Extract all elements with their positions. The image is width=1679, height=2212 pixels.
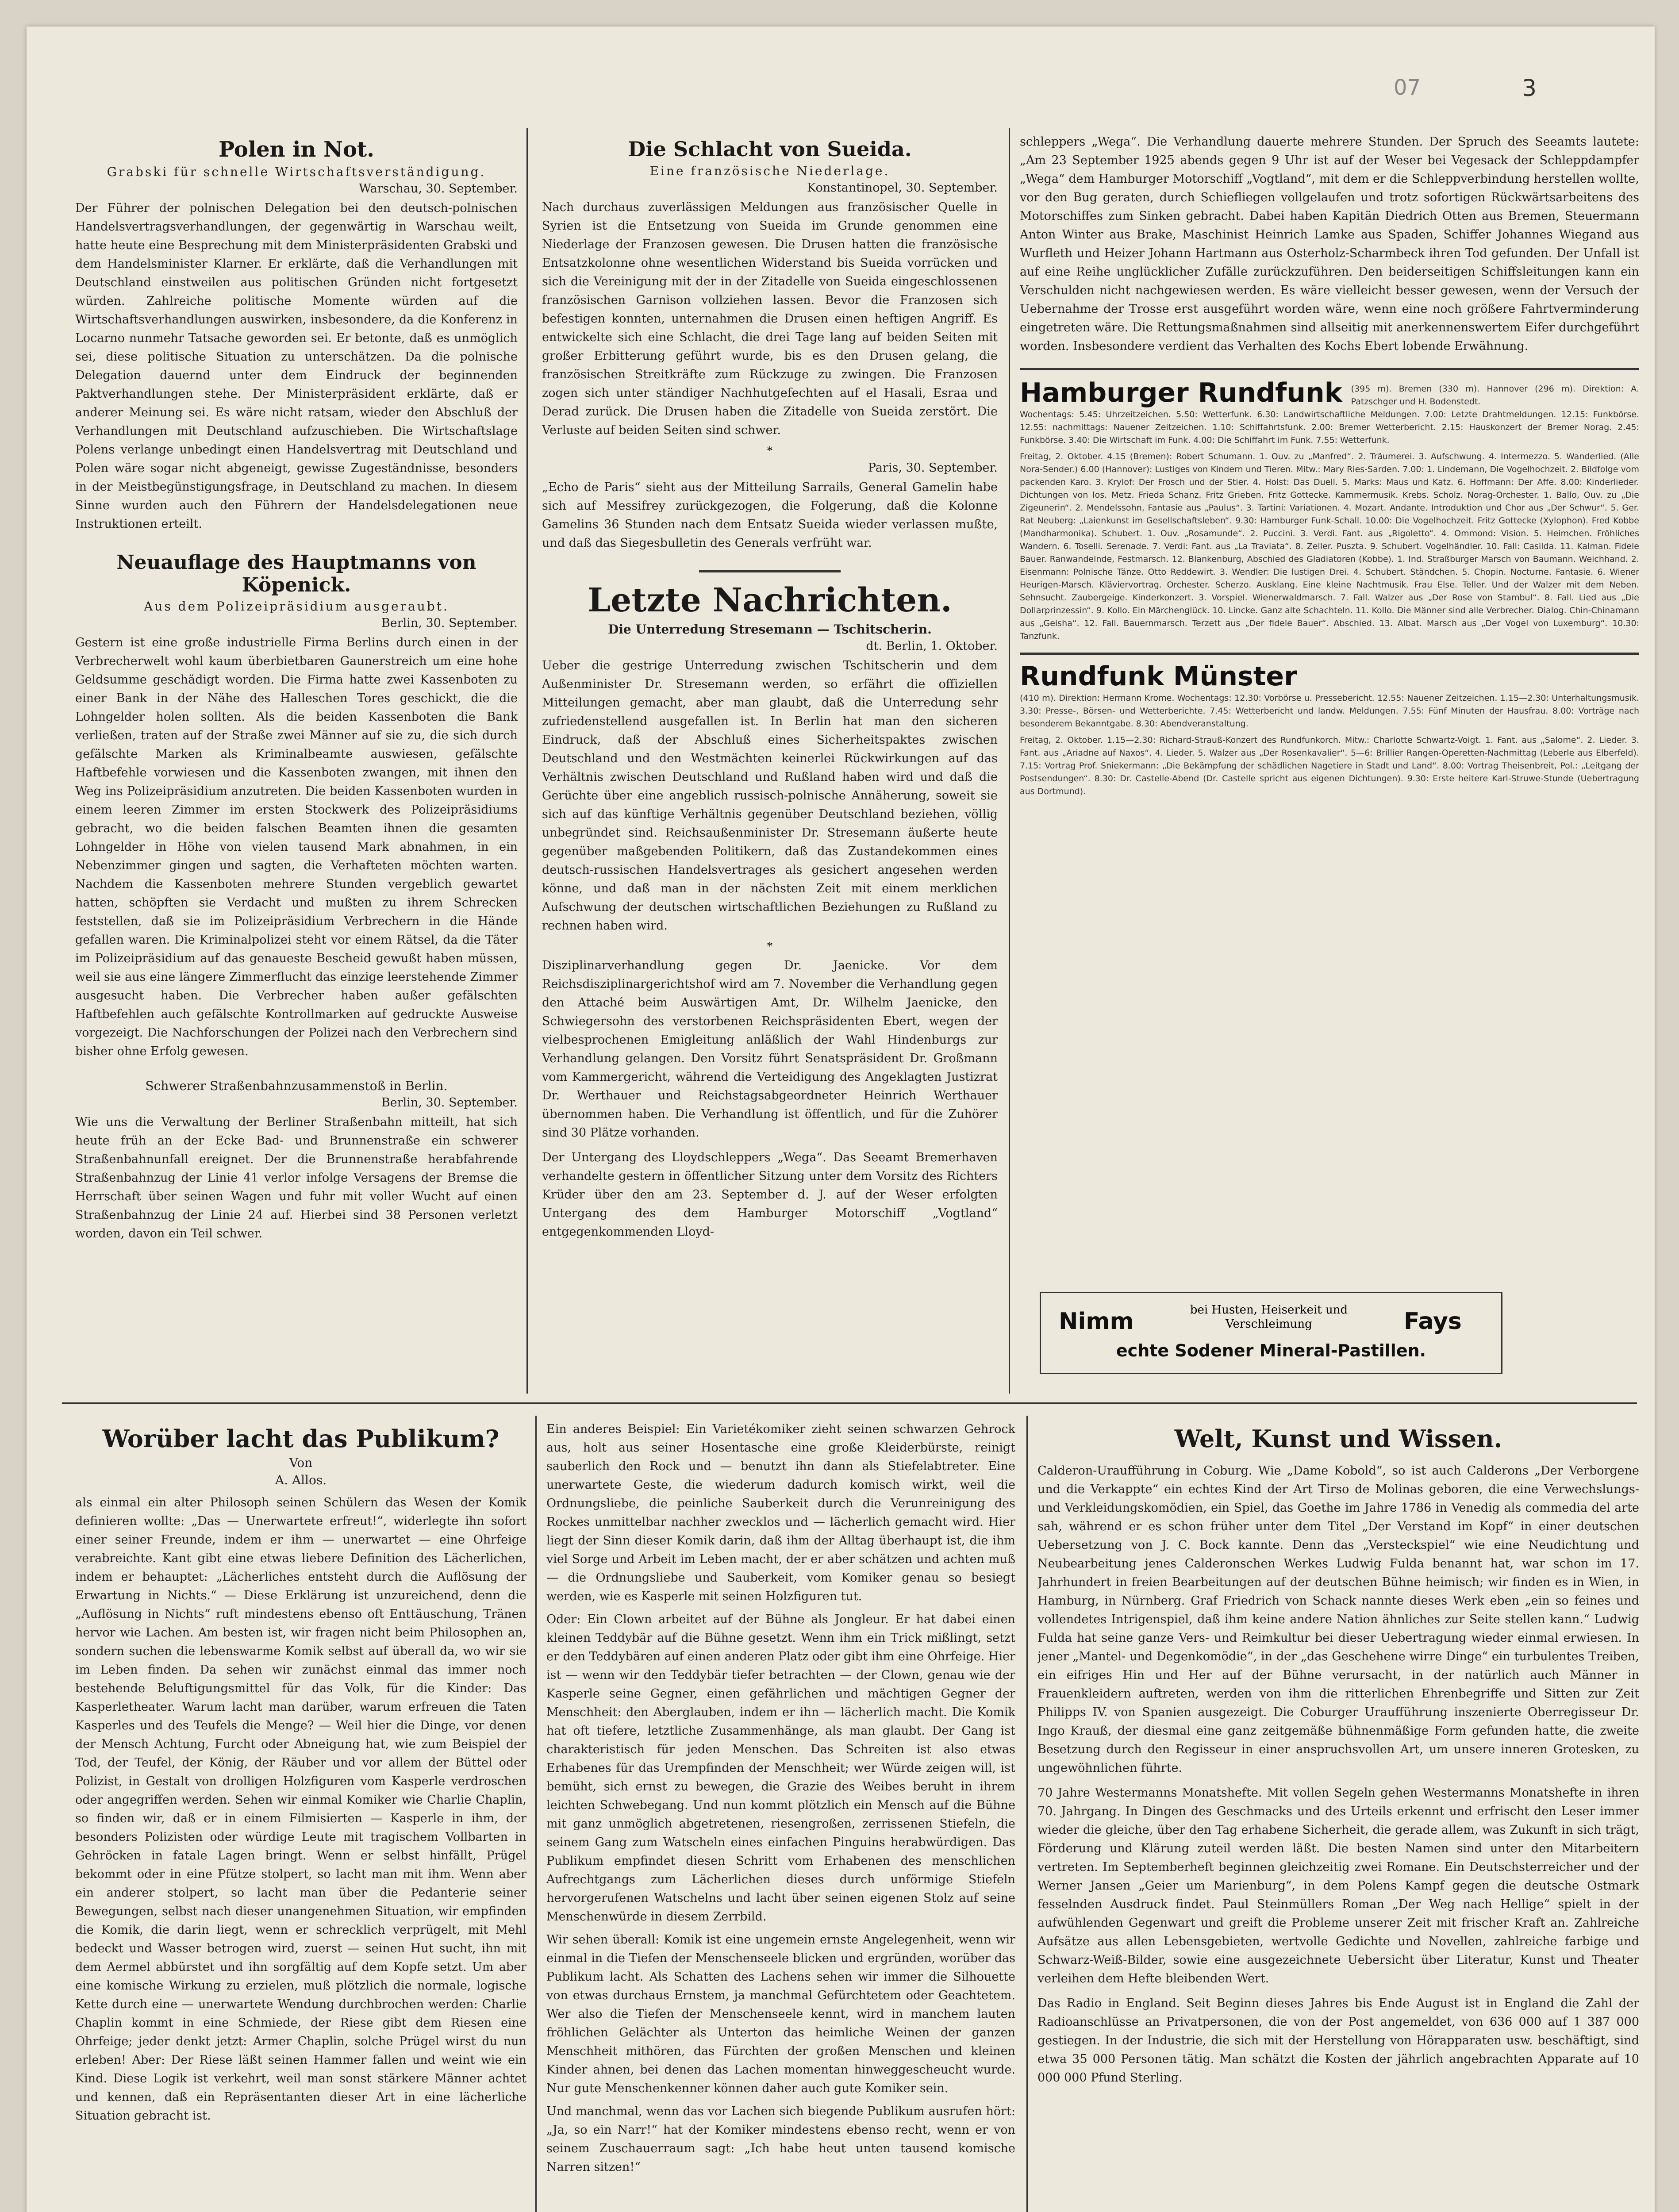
column-rule: [1026, 1416, 1028, 2212]
ad-middle-text: bei Husten, Heiserkeit und Verschleimung: [1190, 1303, 1348, 1331]
pencil-mark: 07: [1394, 75, 1421, 100]
column-1: [75, 128, 518, 1394]
column-2: [542, 128, 998, 1394]
article-body: als einmal ein alter Philosoph seinen Schülern das Wesen der Komik definieren wollte: „Das — Unerwartete erfreut!“, widerlegte ihn sofort einer seiner Freunde, indem er ihm — unerwartet — eine Ohrfeige verabreichte. Kant gibt eine etwas liebere Definition des Lächerlichen, indem er behauptet: „Lächerliches entsteht durch die Auflösung der Erwartung in Nichts.“ — Diese Erklärung ist unzureichend, denn die „Auflösung in Nichts“ ruft mindestens ebenso oft Enttäuschung, Tränen hervor wie Lachen. Am besten ist, wir fragen nicht beim Philosophen an, sondern suchen die lebenswarme Komik selbst auf überall da, wo wir sie im Leben finden. Da sehen wir zunächst einmal das immer noch bestehende Beluftigungsmittel für das Volk, für die Kinder: Das Kasperletheater. Warum lacht man darüber, warum erfreuen die Taten Kasperles und des Teufels die Menge? — Weil hier die Dinge, vor denen der Mensch Achtung, Furcht oder Abneigung hat, wie zum Beispiel der Tod, der Teufel, der König, der Räuber und vor allem der Büttel oder Polizist, in Gestalt von drolligen Holzfiguren vom Kasperle verdroschen oder angegriffen werden. Sehen wir einmal Komiker wie Charlie Chaplin, so finden wir, daß er in einem Filmisierten — Kasperle in ihm, der besonders Polizisten oder würdige Leute mit tragischem Vollbarten in Gehröcken in fatale Lagen bringt. Wenn er selbst hinfällt, Prügel bekommt oder in eine Pfütze stolpert, so lacht man mit ihm. Wenn aber ein anderer stolpert, so lacht man über die Pedanterie seiner Bewegungen, selbst nach dieser unangenehmen Situation, wir empfinden die Komik, die darin liegt, wenn er schrecklich verprügelt, mit Mehl bedeckt und Wasser betrogen wird, zuerst — seinen Hut sucht, ihn mit dem Aermel abbürstet und ihn sorgfältig auf dem Kopfe setzt. Um aber eine komische Wirkung zu erzielen, muß plötzlich die normale, logische Kette durch eine — unerwartete Wendung durchbrochen werden: Charlie Chaplin kommt in eine Schmiede, der Riese gibt dem Riesen eine Ohrfeige; jeder denkt jetzt: Armer Chaplin, solche Prügel wirst du nun erleben! Aber: Der Riese läßt seinen Hammer fallen und weint wie ein Kind. Diese Logik ist verkehrt, weil man sonst stärkere Männer achtet und kennen, daß ein Repräsentanten dieser Art in eine lächerliche Situation gebracht ist.: [75, 1496, 526, 2123]
advertisement-box: [1040, 1292, 1502, 1374]
article-body: Gestern ist eine große industrielle Firma Berlins durch einen in der Verbrecherwelt wohl kaum überbietbaren Gaunerstreich um eine hohe Geldsumme geschädigt worden. Die Firma hatte zwei Kassenboten zu einer Bank in der Nähe des Halleschen Tores geschickt, die die Lohngelder holen sollten. Als die beiden Kassenboten die Bank verließen, traten auf der Straße zwei Männer auf sie zu, die sich durch gefälschte Marken als Kriminalbeamte auswiesen, gefälschte Haftbefehle vorwiesen und die Kassenboten zwangen, mit ihnen den Weg ins Polizeipräsidium anzutreten. Die beiden Kassenboten wurden in einem leeren Zimmer im ersten Stockwerk des Polizeipräsidiums gebracht, wo die beiden falschen Beamten ihnen die gesamten Lohngelder in Höhe von vielen tausend Mark abnahmen, in ein Nebenzimmer gingen und sagten, die Verhafteten möchten warten. Nachdem die Kassenboten mehrere Stunden vergeblich gewartet hatten, schöpften sie Verdacht und mußten zu ihrem Schrecken feststellen, daß sie im Polizeipräsidium Verbrechern in die Hände gefallen waren. Die Kriminalpolizei steht vor einem Rätsel, da die Täter im Polizeipräsidium auf das genaueste Bescheid gewußt haben müssen, weil sie aus eine längere Zimmerflucht das einzige leerstehende Zimmer ausgesucht haben. Die Verbrecher haben außer gefälschten Haftbefehlen auch gefälschte Kontrollmarken auf gedruckte Ausweise vorgezeigt. Die Nachforschungen der Polizei nach den Verbrechern sind bisher ohne Erfolg gewesen.: [75, 636, 518, 1058]
byline: Von: [289, 1455, 313, 1470]
article-title: Schwerer Straßenbahnzusammenstoß in Berlin.: [145, 1079, 448, 1093]
article-body: schleppers „Wega“. Die Verhandlung dauerte mehrere Stunden. Der Spruch des Seeamts lautete: „Am 23 September 1925 abends gegen 9 Uhr ist auf der Weser bei Vegesack der Schleppdampfer „Wega“ dem Hamburger Motorschiff „Vogtland“, mit dem er die Schleppverbindung herstellen wollte, vor den Bug geraten, durch Schiefliegen vollgelaufen und trotz sofortigen Rückwärtsarbeitens des Motorschiffes zum Sinken gebracht. Dabei haben Kapitän Diedrich Otten aus Bremen, Steuermann Anton Winter aus Brake, Maschinist Heinrich Lamke aus Spaden, Schiffer Johannes Wiegand aus Wurfleth und Heizer Johann Hartmann aus Osterholz-Scharmbeck ihren Tod gefunden. Der Unfall ist auf eine Reihe unglücklicher Zufälle zurückzuführen. Den beiderseitigen Schiffsleitungen kann ein Verschulden nicht nachgewiesen werden. Es wäre vielleicht besser gewesen, wenn der Versuch der Uebernahme der Trosse erst ausgeführt worden wäre, wenn eine noch größere Fahrtverminderung eingetreten wäre. Die Rettungsmaßnahmen sind allseitig mit anerkennenswertem Eifer durchgeführt worden. Insbesondere verdient das Verhalten des Kochs Ebert lobende Erwähnung.: [1020, 135, 1639, 353]
section-divider: [62, 1402, 1637, 1404]
article-body: Ein anderes Beispiel: Ein Varietékomiker zieht seinen schwarzen Gehrock aus, holt aus seiner Hosentasche eine große Kleiderbürste, reinigt sauberlich den Rock und — benutzt ihn dann als Stiefelabtreter. Eine unerwartete Geste, die wiederum dadurch komisch wirkt, weil die Ordnungsliebe, die peinliche Sauberkeit durch die Verunreinigung des Rockes unmittelbar nachher zwecklos und — lächerlich gemacht wird. Hier liegt der Sinn dieser Komik darin, daß ihm der Alltag überhaupt ist, die ihm viel Sorge und Arbeit im Leben macht, der er aber schätzen und achten muß — die Ordnungsliebe und Sauberkeit, vom Komiker genau so besiegt werden, wie es Kasperle mit seinen Holzfiguren tut.: [546, 1422, 1015, 1603]
dateline: Warschau, 30. September.: [359, 182, 518, 196]
feuilleton-middle: [546, 1416, 1015, 2212]
radio-info: (410 m). Direktion: Hermann Krome. Wochentags: 12.30: Vorbörse u. Pressebericht. 12.55: Nauener Zeitzeichen. 1.15—2.30: Unterhaltungsmusik. 3.30: Presse-, Börsen- und Wetterberichte. 7.45: Wetterbericht und landw. Meldungen. 7.55: Fünf Minuten der Hausfrau. 8.00: Vorträge nach besonderem Bekanntgabe. 8.30: Abendveranstaltung.: [1020, 693, 1639, 729]
article-body: Disziplinarverhandlung gegen Dr. Jaenicke. Vor dem Reichsdisziplinargerichtshof wird am 7. November die Verhandlung gegen den Attaché beim Auswärtigen Amt, Dr. Wilhelm Jaenicke, den Schwiegersohn des verstorbenen Reichspräsidenten Ebert, wegen der vielbesprochenen Emigleitung anläßlich der Wahl Hindenburgs zur Verhandlung gelangen. Den Vorsitz führt Senatspräsident Dr. Großmann vom Kammergericht, während die Verteidigung des Angeklagten Justizrat Dr. Werthauer und Reichstagsabgeordneter Heinrich Werthauer übernommen haben. Die Verhandlung ist öffentlich, und für die Zuhörer sind 30 Plätze vorhanden.: [542, 959, 998, 1140]
article-body: Der Untergang des Lloydschleppers „Wega“. Das Seeamt Bremerhaven verhandelte gestern in öffentlicher Sitzung unter dem Vorsitz des Richters Krüder über den am 23. September d. J. auf der Weser erfolgten Untergang des dem Hamburger Motorschiff „Vogtland“ entgegenkommenden Lloyd-: [542, 1151, 998, 1239]
feuilleton-right: [1037, 1416, 1639, 2212]
article-body: Oder: Ein Clown arbeitet auf der Bühne als Jongleur. Er hat dabei einen kleinen Teddybär auf die Bühne gesetzt. Wenn ihm ein Trick mißlingt, setzt er den Teddybären auf einen anderen Platz oder gibt ihm eine Ohrfeige. Hier ist — wenn wir den Teddybär tiefer betrachten — der Clown, genau wie der Kasperle seine Gegner, einen gefährlichen und mächtigen Gegner der Menschheit: den Aberglauben, indem er ihn — lächerlich macht. Die Komik hat oft tiefere, letztliche Zusammenhänge, als man glaubt. Der Gang ist charakteristisch für jeden Menschen. Das Schreiten ist also etwas Erhabenes für das Urempfinden der Menschheit; wer Würde zeigen will, ist bemüht, sich ernst zu bewegen, die Grazie des Weibes beruht in ihrem leichten Schwebegang. Und nun kommt plötzlich ein Mensch auf die Bühne mit ganz unmöglich abgetretenen, riesengroßen, zerrissenen Stiefeln, die seinem Gang zum Watscheln eines einfachen Pinguins herabwürdigen. Das Publikum empfindet diesen Schritt vom Erhabenen des menschlichen Aufrechtgangs zum Lächerlichen dieses durch unförmige Stiefeln hervorgerufenen Watschelns und lacht über seinen eigenen Stolz auf seine Menschenwürde in diesem Zerrbild.: [546, 1613, 1015, 1924]
article-subtitle: Grabski für schnelle Wirtschaftsverständigung.: [107, 165, 486, 179]
dateline: dt. Berlin, 1. Oktober.: [866, 639, 998, 653]
column-rule: [535, 1416, 537, 2212]
dateline: Berlin, 30. September.: [381, 1096, 518, 1110]
radio-program: Freitag, 2. Oktober. 1.15—2.30: Richard-Strauß-Konzert des Rundfunkorch. Mitw.: Charlotte Schwartz-Voigt. 1. Fant. aus „Salome“. 2. Lieder. 3. Fant. aus „Ariadne auf Naxos“. 4. Lieder. 5. Walzer aus „Der Rosenkavalier“. 5—6: Brillier Rangen-Operetten-Nachmittag (Leberle aus Elberfeld). 7.15: Vortrag Prof. Sniekermann: „Die Bekämpfung der schädlichen Nagetiere in Stadt und Land“. 8.00: Vortrag Theisenbreit, Pol.: „Leitgang der Postsendungen“. 8.30: Dr. Castelle-Abend (Dr. Castelle spricht aus eigenen Dichtungen). 9.30: Erste heitere Karl-Struwe-Stunde (Uebertragung aus Dortmund).: [1020, 735, 1639, 796]
article-body: Der Führer der polnischen Delegation bei den deutsch-polnischen Handelsvertragsverhandlungen, der gegenwärtig in Warschau weilt, hatte heute eine Besprechung mit dem Ministerpräsidenten Grabski und dem Handelsminister Klarner. Er erklärte, daß die Verhandlungen mit Deutschland einstweilen aus politischen Gründen nicht fortgesetzt würden. Zahlreiche politische Momente würden auf die Wirtschaftsverhandlungen auswirken, insbesondere, da die Konferenz in Locarno nunmehr Tatsache geworden sei. Er betonte, daß es unmöglich sei, diese politische Situation zu unterschätzen. Da die polnische Delegation dauernd unter dem Eindruck der beginnenden Paktverhandlungen stehe. Der Ministerpräsident erklärte, daß er anderer Meinung sei. Es wäre nicht ratsam, wieder den Abschluß der Verhandlungen mit Deutschland aufzuschieben. Die Wirtschaftslage Polens verlange unbedingt einen Handelsvertrag mit Deutschland und Polen wäre sogar nicht abgeneigt, gewisse Zugeständnisse, besonders in der Meistbegünstigungsfrage, in Deutschland zu machen. In diesem Sinne wurden auch den Führern der Handelsdelegationen neue Instruktionen erteilt.: [75, 201, 518, 531]
dateline: Paris, 30. September.: [868, 461, 998, 475]
article-title: Die Schlacht von Sueida.: [628, 137, 912, 161]
ad-bottom-text: echte Sodener Mineral-Pastillen.: [1116, 1341, 1426, 1360]
article-body: Wir sehen überall: Komik ist eine ungemein ernste Angelegenheit, wenn wir einmal in die Tiefen der Menschenseele blicken und ergründen, worüber das Publikum lacht. Als Schatten des Lachens sehen wir immer die Silhouette von etwas durchaus Ernstem, ja manchmal Gefürchtetem oder Geachtetem. Wer also die Tiefen der Menschenseele kennt, wird in manchem lauten fröhlichen Gelächter als Unterton das heimliche Weinen der ganzen Menschheit mithören, das Fürchten der großen Menschen und kleinen Kinder ahnen, bei denen das Lachen momentan hinweggescheucht wurde. Nur gute Menschenkenner können daher auch gute Komiker sein.: [546, 1933, 1015, 2095]
article-body: 70 Jahre Westermanns Monatshefte. Mit vollen Segeln gehen Westermanns Monatshefte in ihren 70. Jahrgang. In Dingen des Geschmacks und des Urteils erkennt und erfrischt den Leser immer wieder die gleiche, über den Tag erhabene Sicherheit, die gerade allem, was Zukunft in sich trägt, Förderung und Klärung zuteil werden läßt. Die besten Namen sind unter den Mitarbeitern vertreten. Im Septemberheft beginnen gleichzeitig zwei Romane. Ein Deutschsterreicher und der Werner Jansen „Geier um Marienburg“, in dem Polens Kampf gegen die deutsche Ostmark fesselnden Ausdruck findet. Paul Steinmüllers Roman „Der Weg nach Hellige“ spielt in der aufwühlenden Gegenwart und greift die Probleme unserer Zeit mit frischer Kraft an. Zahlreiche Aufsätze aus allen Lebensgebieten, wertvolle Gedichte und Novellen, zahlreiche farbige und Schwarz-Weiß-Bilder, sowie eine ausgezeichnete Uebersicht über Literatur, Kunst und Theater verleihen dem Hefte bleibenden Wert.: [1037, 1786, 1639, 1985]
ad-word-fays: Fays: [1404, 1308, 1462, 1335]
article-body: Das Radio in England. Seit Beginn dieses Jahres bis Ende August ist in England die Zahl der Radioanschlüsse an Privatpersonen, die von der Post angemeldet, von 636 000 auf 1 387 000 gestiegen. In der Industrie, die sich mit der Herstellung von Hörapparaten usw. beschäftigt, sind etwa 35 000 Personen tätig. Man schätzt die Kosten der jährlich angebrachten Apparate auf 10 000 000 Pfund Sterling.: [1037, 1997, 1639, 2085]
dateline: Konstantinopel, 30. September.: [807, 181, 998, 195]
column-3: [1020, 128, 1639, 1394]
section-heading: Welt, Kunst und Wissen.: [1174, 1425, 1502, 1453]
article-body: „Echo de Paris“ sieht aus der Mitteilung Sarrails, General Gamelin habe sich auf Messifrey zurückgezogen, die Folgerung, daß die Kolonne Gamelins 36 Stunden nach dem Entsatz Sueida wieder verlassen mußte, und daß das Siegesbulletin des Generals verfrüht war.: [542, 480, 998, 550]
separator-asterisk: *: [767, 444, 773, 458]
article-subtitle: Die Unterredung Stresemann — Tschitscherin.: [608, 622, 932, 637]
article-body: Nach durchaus zuverlässigen Meldungen aus französischer Quelle in Syrien ist die Entsetzung von Sueida im Grunde genommen eine Niederlage der Franzosen gewesen. Die Drusen hatten die französische Entsatzkolonne ohne wesentlichen Widerstand bis Sueida vorrücken und sich die Vereinigung mit der in der Zitadelle von Sueida eingeschlossenen französischen Garnison vollziehen lassen. Bevor die Franzosen sich befestigen konnten, unternahmen die Drusen einen heftigen Angriff. Es entwickelte sich eine Schlacht, die drei Tage lang auf beiden Seiten mit großer Erbitterung geführt wurde, bis es den Drusen gelang, die französischen Streitkräfte zum Rückzuge zu zwingen. Die Franzosen zogen sich unter ständiger Nachhutgefechten auf el Hasali, Esraa und Derad zurück. Die Drusen haben die Zitadelle von Sueida zerstört. Die Verluste auf beiden Seiten sind schwer.: [542, 200, 998, 437]
radio-info: (395 m). Bremen (330 m). Hannover (296 m). Direktion: A. Patzschger und H. Bodenstedt.: [1351, 384, 1639, 407]
byline: A. Allos.: [275, 1473, 327, 1487]
column-rule: [526, 128, 528, 1394]
article-body: Und manchmal, wenn das vor Lachen sich biegende Publikum ausrufen hört: „Ja, so ein Narr!“ hat der Komiker mindestens ebenso recht, wenn er von seinem Zuschauerraum sagt: „Ich habe heut unten tausend komische Narren sitzen!“: [546, 2104, 1015, 2174]
article-title: Worüber lacht das Publikum?: [102, 1425, 499, 1453]
headline-rule: [699, 570, 841, 572]
article-title: Polen in Not.: [219, 137, 374, 162]
section-heading: Letzte Nachrichten.: [588, 581, 952, 619]
separator-asterisk: *: [767, 940, 773, 953]
article-body: Ueber die gestrige Unterredung zwischen Tschitscherin und dem Außenminister Dr. Stresemann werden, so erfährt die offiziellen Mitteilungen gemacht, aber man glaubt, daß die Unterredung sehr zufriedenstellend ausgefallen ist. In Berlin hat man den sicheren Eindruck, daß der Abschluß eines Sicherheitspaktes zwischen Deutschland und den Westmächten keinerlei Rückwirkungen auf das Verhältnis zwischen Deutschland und Rußland haben wird und daß die Gerüchte über eine angeblich russisch-polnische Annäherung, soweit sie sich auf das künftige Verhältnis gegenüber Deutschland beziehen, völlig unbegründet sind. Reichsaußenminister Dr. Stresemann äußerte heute gegenüber maßgebenden Politikern, daß das Zustandekommen eines deutsch-russischen Handelsvertrages als gesichert angesehen werden könne, und daß man in der nächsten Zeit mit einem merklichen Aufschwung der deutschen wirtschaftlichen Beziehungen zu Rußland zu rechnen haben wird.: [542, 659, 998, 933]
article-subtitle: Aus dem Polizeipräsidium ausgeraubt.: [144, 599, 449, 614]
radio-rule: [1020, 368, 1639, 370]
radio-title: Hamburger Rundfunk: [1020, 377, 1342, 408]
dateline: Berlin, 30. September.: [381, 616, 518, 630]
radio-muenster: [1020, 661, 1639, 798]
article-title: Neuauflage des Hauptmanns von Köpenick.: [116, 551, 476, 596]
radio-title: Rundfunk Münster: [1020, 661, 1297, 692]
article-body: Calderon-Uraufführung in Coburg. Wie „Dame Kobold“, so ist auch Calderons „Der Verborgene und die Verkappte“ ein echtes Kind der Art Tirso de Molinas geboren, die eine Verwechslungs- und Verkleidungskomödien, ein Spiel, das Goethe im Jahre 1786 in Venedig als commedia del arte sah, während er es schon früher unter dem Titel „Der Verstand im Kopf“ in einer deutschen Uebersetzung von J. C. Bock kannte. Denn das „Versteckspiel“ wie eine Neudichtung und Neubearbeitung jenes Calderonschen Werkes Ludwig Fulda benannt hat, war schon im 17. Jahrhundert in freien Bearbeitungen auf der deutschen Bühne heimisch; wir finden es in Wien, in Hamburg, in Nürnberg. Graf Friedrich von Schack nannte dieses Werk eben „ein so feines und vollendetes Intrigenspiel, daß ihm keine andere Nation ähnliches zur Seite stellen kann.“ Ludwig Fulda hat seine ganze Vers- und Reimkultur bei dieser Uebertragung wieder einmal erwiesen. In jener „Mantel- und Degenkomödie“, in der „das Geschehene wirre Dinge“ ein turbulentes Treiben, ein eifriges Hin und Her auf der Bühne verursacht, in der natürlich auch Männer in Frauenkleidern auftreten, werden von ihm die ritterlichen Ehrenbegriffe und Sitten zur Zeit Philipps IV. von Spanien ausgezeigt. Die Coburger Uraufführung inszenierte Oberregisseur Dr. Ingo Krauß, der diesmal eine ganz zeitgemäße bühnenmäßige Form gefunden hatte, die zweite Besetzung durch den Regisseur in einer anspruchsvollen Art, um unsere inneren Grotesken, zu ungewöhnlichen führte.: [1037, 1464, 1639, 1775]
radio-rule: [1020, 653, 1639, 655]
article-body: Wie uns die Verwaltung der Berliner Straßenbahn mitteilt, hat sich heute früh an der Ecke Bad- und Brunnenstraße ein schwerer Straßenbahnunfall ereignet. Der die Brunnenstraße herabfahrende Straßenbahnzug der Linie 41 verlor infolge Versagens der Bremse die Herrschaft über seinen Wagen und fuhr mit voller Wucht auf einen Straßenbahnzug der Linie 24 auf. Hierbei sind 38 Personen verletzt worden, davon ein Teil schwer.: [75, 1115, 518, 1240]
ad-word-nimm: Nimm: [1059, 1308, 1134, 1335]
article-subtitle: Eine französische Niederlage.: [649, 164, 890, 178]
radio-schedule: Wochentags: 5.45: Uhrzeitzeichen. 5.50: Wetterfunk. 6.30: Landwirtschaftliche Meldungen. 7.00: Letzte Drahtmeldungen. 12.15: Funkbörse. 12.55: nachmittags: Nauener Zeitzeichen. 1.10: Schiffahrtsfunk. 2.00: Bremer Wetterbericht. 2.15: Hauskonzert der Bremer Norag. 2.45: Funkbörse. 3.40: Die Wirtschaft im Funk. 4.00: Die Schiffahrt im Funk. 7.55: Wetterfunk.: [1020, 410, 1639, 445]
newspaper-page: [27, 27, 1655, 2212]
page-number: 3: [1522, 75, 1537, 102]
feuilleton-left: [75, 1416, 526, 2212]
radio-hamburg: [1020, 377, 1639, 643]
radio-program: Freitag, 2. Oktober. 4.15 (Bremen): Robert Schumann. 1. Ouv. zu „Manfred“. 2. Träumerei. 3. Aufschwung. 4. Intermezzo. 5. Wanderlied. (Alle Nora-Sender.) 6.00 (Hannover): Lustiges von Kindern und Tieren. Mitw.: Mary Ries-Sarden. 7.00: 1. Lindemann, Die Vogelhochzeit. 2. Bildfolge vom packenden Karo. 3. Krylof: Der Frosch und der Stier. 4. Holst: Das Duell. 5. Marks: Maus und Katz. 6. Hoffmann: Der Affe. 8.00: Kinderlieder. Dichtungen von los. Metz. Frieda Schanz. Fritz Grieben. Fritz Gottecke. Kammermusik. Krebs. Scholz. Norag-Orchester. 1. Ballo, Ouv. zu „Die Zigeunerin“. 2. Mendelssohn, Fantasie aus „Paulus“. 3. Tartini: Variationen. 4. Mozart. Andante. Introduktion und Chor aus „Der Schwur“. 5. Ger. Rat Neuberg: „Laienkunst im Gesellschaftsleben“. 9.30: Hamburger Funk-Schall. 10.00: Die Vogelhochzeit. Fritz Gottecke (Xylophon). Fred Kobbe (Mandharmonika). Schubert. 1. Ouv. „Rosamunde“. 2. Puccini. 3. Verdi. Fant. aus „Rigoletto“. 4. Ommond: Vision. 5. Heimchen. Fröhliches Wandern. 6. Toselli. Serenade. 7. Verdi: Fant. aus „La Traviata“. 8. Zeller. Puszta. 9. Schubert. Vogelhändler. 10. Fall: Casilda. 11. Kalman. Fidele Bauer. Ranwandelnde, Festmarsch. 12. Blankenburg, Abschied des Gladiatoren (Kobbe). 1. Ind. Straßburger Marsch von Baumann. Weichhand. 2. Eisenmann: Polnische Tänze. Otto Reddewirt. 3. Wendler: Die lustigen Drei. 4. Schubert. Ständchen. 5. Chopin. Nocturne. Fantasie. 6. Wiener Heurigen-Marsch. Kläviervortrag. Orchester. Scherzo. Ausklang. Eine kleine Nachtmusik. Frau Else. Teller. Und der Walzer mit dem Neben. Sehnsucht. Zaubergeige. Kinderkonzert. 3. Vorspiel. Wienerwaldmarsch. 7. Fall. Walzer aus „Der Rose von Stambul“. 8. Fall. Lied aus „Die Dollarprinzessin“. 9. Kollo. Ein Märchenglück. 10. Lincke. Ganz alte Schachteln. 11. Kollo. Die Männer sind alle Verbrecher. Dialog. Chin-Chinamann aus „Geisha“. 12. Fall. Bauernmarsch. Terzett aus „Der fidele Bauer“. Abschied. 13. Albat. Marsch aus „Der Vogel von Luxemburg“. 10.30: Tanzfunk.: [1020, 452, 1639, 641]
column-rule: [1009, 128, 1010, 1394]
